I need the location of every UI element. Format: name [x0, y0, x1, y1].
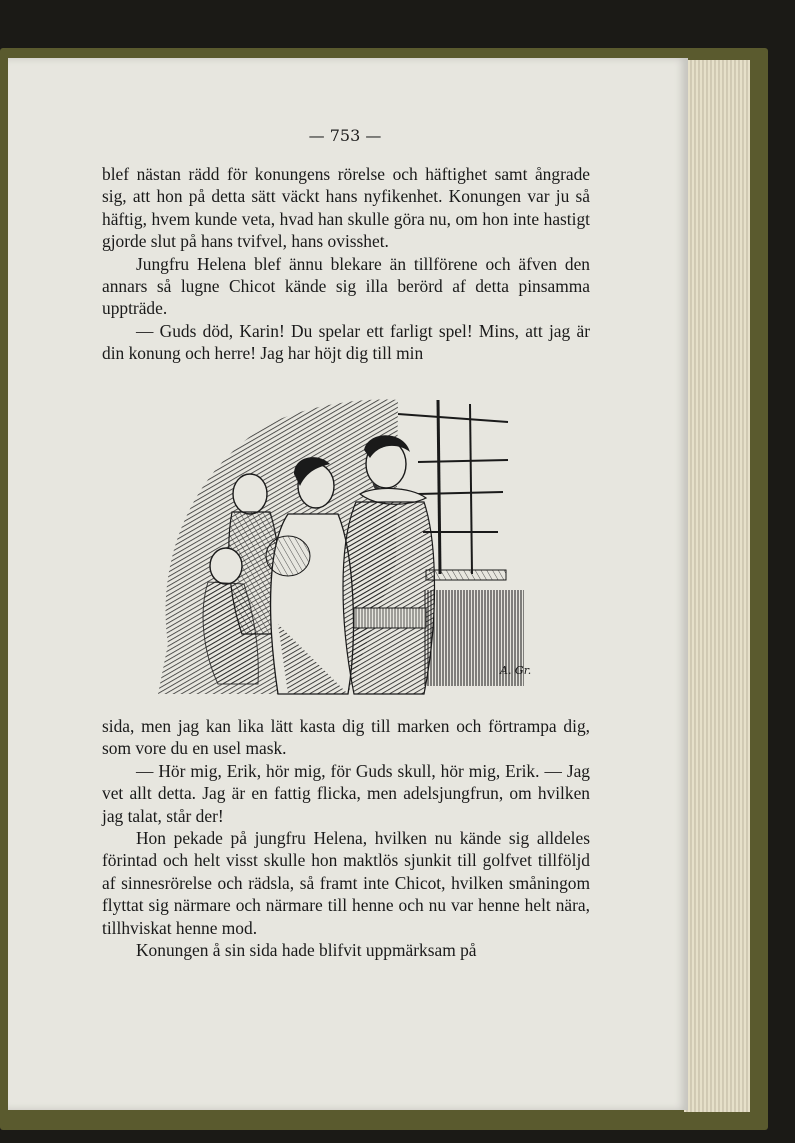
paragraph: Konungen å sin sida hade blifvit uppmärksam på: [136, 940, 477, 961]
paragraph: Jungfru Helena blef ännu blekare än tillförene och äfven den annars så lugne Chicot kände sig illa berörd af detta pinsamma uppträde.: [102, 253, 590, 319]
paragraph: blef nästan rädd för konungens rörelse och häftighet samt ångrade sig, att hon på detta sätt väckt hans nyfikenhet. Konungen var ju så häftig, hvem kunde veta, hvad han skulle göra nu, om hon inte hastigt gjorde slut på hans tvifvel, hans ovisshet.: [102, 164, 590, 252]
page-number: — 753 —: [308, 126, 382, 145]
text-block-top: [102, 163, 590, 365]
illustration-engraving: [148, 394, 540, 706]
paragraph: sida, men jag kan lika lätt kasta dig till marken och förtrampa dig, som vore du en usel mask.: [102, 716, 590, 759]
page-edges: [684, 60, 750, 1112]
paragraph: — Guds död, Karin! Du spelar ett farligt spel! Mins, att jag är din konung och herre! Jag har höjt dig till min: [102, 320, 590, 364]
text-block-bottom: [102, 715, 590, 961]
artist-signature: A. Gr.: [500, 664, 532, 677]
paragraph: Hon pekade på jungfru Helena, hvilken nu kände sig alldeles förintad och helt visst skulle hon maktlös sjunkit till golfvet tillföljd af sinnesrörelse och rädsla, så framt inte Chicot, hvilken småningom flyttat sig närmare och närmare till henne och nu var henne helt nära, tillhviskat henne mod.: [102, 828, 590, 938]
paragraph: — Hör mig, Erik, hör mig, för Guds skull, hör mig, Erik. — Jag vet allt detta. Jag är en fattig flicka, men adelsjungfrun, om hvilken jag talat, står der!: [102, 760, 590, 826]
